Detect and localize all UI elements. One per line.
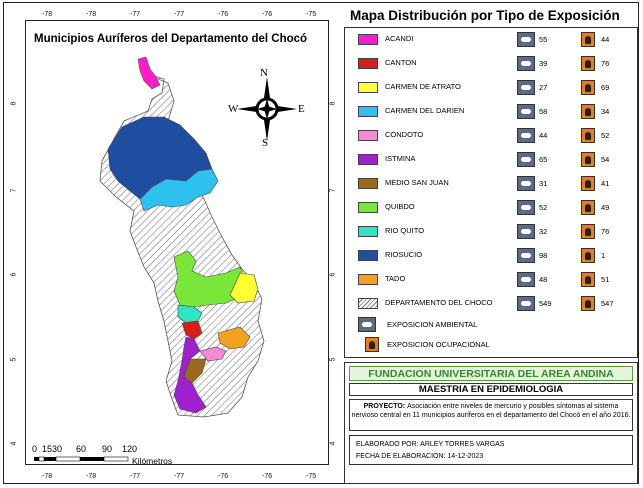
exposicion-ocupacional-label: EXPOSICION OCUPACIONAL <box>387 340 490 349</box>
lat-tick: 5 <box>329 357 337 362</box>
ocupacional-value: 54 <box>601 155 610 164</box>
legend-item <box>345 200 635 216</box>
legend-title: Mapa Distribución por Tipo de Exposición <box>350 8 620 23</box>
credits-box <box>349 435 633 465</box>
ocupacional-value: 76 <box>601 227 610 236</box>
lon-tick: -78 <box>86 11 97 18</box>
legend-item <box>345 176 635 192</box>
legend-item <box>345 272 635 288</box>
legend-label: RIOSUCIO <box>385 250 423 259</box>
ocupacional-icon <box>581 224 595 239</box>
scale-label-120: 120 <box>122 444 138 454</box>
ocupacional-icon <box>581 272 595 287</box>
ocupacional-icon <box>581 32 595 47</box>
lon-tick: -78 <box>42 11 53 18</box>
legend-swatch <box>358 202 378 213</box>
scale-label-0: 0 <box>32 444 38 454</box>
info-panel <box>344 362 638 484</box>
compass-rose <box>237 77 297 141</box>
ambiental-value: 48 <box>539 275 548 284</box>
legend-item <box>345 248 635 264</box>
lon-tick: -77 <box>174 11 185 18</box>
maestria-name: MAESTRIA EN EPIDEMIOLOGIA <box>349 383 633 396</box>
lon-tick: -77 <box>130 11 141 18</box>
scale-label-1530: 1530 <box>42 444 63 454</box>
choco-map <box>26 21 328 464</box>
ocupacional-icon <box>581 296 595 311</box>
legend-item <box>345 80 635 96</box>
scale-bar-graphic <box>34 456 138 464</box>
legend-label: CARMEN DE ATRATO <box>385 82 461 91</box>
legend-swatch <box>358 34 378 45</box>
ambiental-value: 31 <box>539 179 548 188</box>
ocupacional-value: 52 <box>601 131 610 140</box>
compass-south-label: S <box>262 137 269 149</box>
compass-north-label: N <box>260 67 268 79</box>
lon-tick: -76 <box>218 473 229 480</box>
legend-swatch <box>358 82 378 93</box>
ocupacional-value: 1 <box>601 251 606 260</box>
ambiental-value: 65 <box>539 155 548 164</box>
compass-east-label: E <box>298 103 305 115</box>
lat-tick: 6 <box>10 272 18 277</box>
scale-label-60: 60 <box>76 444 87 454</box>
legend-item <box>345 152 635 168</box>
ocupacional-value: 44 <box>601 35 610 44</box>
ambiental-icon <box>517 152 535 167</box>
legend-label: RIO QUITO <box>385 226 425 235</box>
legend-panel <box>344 27 638 358</box>
ambiental-icon <box>517 56 535 71</box>
map-frame[interactable] <box>25 20 329 465</box>
ambiental-icon <box>517 104 535 119</box>
ambiental-icon <box>517 80 535 95</box>
legend-item <box>345 56 635 72</box>
ambiental-value: 27 <box>539 83 548 92</box>
legend-label: MEDIO SAN JUAN <box>385 178 449 187</box>
ocupacional-icon <box>581 176 595 191</box>
legend-swatch <box>358 274 378 285</box>
lat-tick: 8 <box>10 101 18 106</box>
ocupacional-value: 41 <box>601 179 610 188</box>
legend-swatch <box>358 226 378 237</box>
compass-west-label: W <box>228 103 239 115</box>
ambiental-icon <box>517 128 535 143</box>
legend-swatch <box>358 58 378 69</box>
lat-tick: 6 <box>329 272 337 277</box>
legend-label: ISTMINA <box>385 154 416 163</box>
ambiental-icon <box>517 224 535 239</box>
lat-tick: 4 <box>10 441 18 446</box>
lat-tick: 7 <box>329 188 337 193</box>
lon-tick: -76 <box>262 11 273 18</box>
ambiental-value: 55 <box>539 35 548 44</box>
ambiental-icon <box>358 317 378 331</box>
legend-label: DEPARTAMENTO DEL CHOCO <box>385 298 493 307</box>
lon-tick: -77 <box>174 473 185 480</box>
ocupacional-icon <box>581 152 595 167</box>
ambiental-icon <box>517 248 535 263</box>
ocupacional-value: 34 <box>601 107 610 116</box>
project-description <box>349 399 633 431</box>
legend-label: TADO <box>385 274 406 283</box>
legend-item <box>345 128 635 144</box>
fecha-elaboracion: FECHA DE ELABORACION: 14-12-2023 <box>356 453 484 460</box>
ocupacional-value: 51 <box>601 275 610 284</box>
legend-swatch <box>358 154 378 165</box>
ocupacional-icon <box>581 128 595 143</box>
exposicion-ambiental-label: EXPOSICION AMBIENTAL <box>387 320 478 329</box>
ambiental-icon <box>517 176 535 191</box>
ambiental-icon <box>517 296 535 311</box>
ambiental-value: 44 <box>539 131 548 140</box>
legend-label: CONDOTO <box>385 130 424 139</box>
ocupacional-icon <box>581 80 595 95</box>
lat-tick: 8 <box>329 101 337 106</box>
legend-swatch <box>358 178 378 189</box>
ocupacional-value: 69 <box>601 83 610 92</box>
ocupacional-value: 76 <box>601 59 610 68</box>
university-name: FUNDACION UNIVERSITARIA DEL AREA ANDINA <box>349 366 633 381</box>
ocupacional-icon <box>581 248 595 263</box>
lon-tick: -75 <box>306 11 317 18</box>
scale-label-90: 90 <box>102 444 113 454</box>
lon-tick: -78 <box>86 473 97 480</box>
lon-tick: -77 <box>130 473 141 480</box>
lon-tick: -75 <box>306 473 317 480</box>
lat-tick: 4 <box>329 441 337 446</box>
legend-item <box>345 104 635 120</box>
ambiental-icon <box>517 32 535 47</box>
ocupacional-icon <box>581 104 595 119</box>
acandi-region <box>138 57 160 89</box>
legend-swatch <box>358 250 378 261</box>
legend-item <box>345 32 635 48</box>
legend-label: CANTON <box>385 58 417 67</box>
legend-item <box>345 224 635 240</box>
ambiental-value: 98 <box>539 251 548 260</box>
lat-tick: 7 <box>10 188 18 193</box>
project-text: Asociación entre niveles de mercurio y posibles síntomas al sistema nervioso central en 11 municipios auríferos en el departamento del Chocó en el año 2016. <box>351 403 631 419</box>
legend-label: CARMEN DEL DARIEN <box>385 106 465 115</box>
lon-tick: -76 <box>262 473 273 480</box>
ambiental-value: 549 <box>539 299 552 308</box>
ambiental-value: 32 <box>539 227 548 236</box>
legend-swatch <box>358 130 378 141</box>
ocupacional-icon <box>581 200 595 215</box>
ambiental-value: 58 <box>539 107 548 116</box>
ocupacional-icon <box>581 56 595 71</box>
ambiental-icon <box>517 272 535 287</box>
project-label: PROYECTO: <box>363 403 406 410</box>
ocupacional-value: 547 <box>601 299 614 308</box>
legend-swatch <box>358 298 378 309</box>
ambiental-icon <box>517 200 535 215</box>
legend-label: ACANDI <box>385 34 414 43</box>
legend-label: QUIBDO <box>385 202 415 211</box>
ocupacional-icon <box>365 337 379 352</box>
ambiental-value: 52 <box>539 203 548 212</box>
map-title: Municipios Auríferos del Departamento del Chocó <box>34 33 308 45</box>
legend-swatch <box>358 106 378 117</box>
lon-tick: -76 <box>218 11 229 18</box>
scale-unit: Kilómetros <box>132 456 173 466</box>
lon-tick: -78 <box>42 473 53 480</box>
elaborado-por: ELABORADO POR: ARLEY TORRES VARGAS <box>356 441 505 448</box>
ambiental-value: 39 <box>539 59 548 68</box>
lat-tick: 5 <box>10 357 18 362</box>
legend-item <box>345 296 635 312</box>
ocupacional-value: 49 <box>601 203 610 212</box>
